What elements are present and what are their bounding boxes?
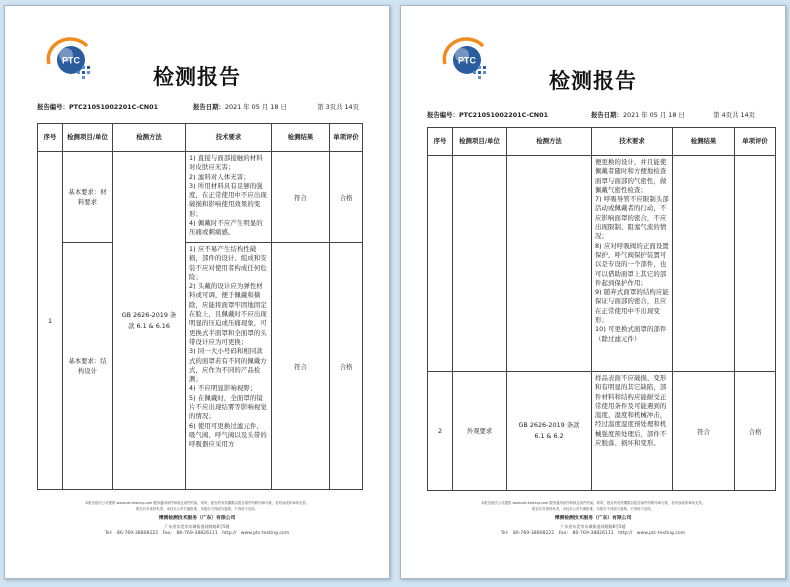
row-result	[673, 156, 735, 372]
footer-web[interactable]: http:// www.ptc-testing.com	[222, 531, 290, 536]
table-row	[428, 156, 776, 372]
footer-disclaimer-2: 报告仅对来样负责，未经本公司书面批准，本报告不得部分复制，不得用于宣传。	[531, 507, 655, 511]
footer-tel: Tel: 86-769-38808222	[500, 531, 555, 536]
row-evaluation	[735, 156, 776, 372]
row-requirement: 1) 直接与面部接触的材料对皮肤应无害； 2) 滤料对人体无害； 3) 所用材料具有足够的强度，在正常使用中不应出现破损和影响使用效果的变形； 4) 佩戴时不应产生明显的压痛或刺痛感。	[186, 152, 272, 243]
col-header-evaluation: 单项评价	[735, 128, 776, 156]
footer-tel: Tel: 86-769-38808222	[104, 531, 159, 536]
footer-fax: Fax: 86-769-38826111	[558, 531, 614, 536]
page-number: 第 4页共 14页	[713, 111, 755, 119]
table-header-row	[428, 128, 776, 156]
table-header-row	[38, 124, 363, 152]
report-footer	[5, 500, 389, 538]
test-results-table	[427, 127, 776, 491]
report-number: 报告编号：PTC21051002201C-CN01	[37, 103, 159, 111]
footer-company: 博测检测技术服务（广东）有限公司	[158, 516, 236, 521]
col-header-method: 检测方法	[507, 128, 592, 156]
report-date: 报告日期：2021 年 05 月 18 日	[193, 103, 287, 111]
report-meta	[37, 102, 359, 111]
test-results-table	[37, 123, 363, 490]
row-item: 基本要求：材料要求	[63, 152, 113, 243]
row-method	[507, 156, 592, 372]
logo-text: PTC	[62, 55, 80, 66]
row-seq	[428, 156, 453, 372]
col-header-method: 检测方法	[113, 124, 186, 152]
row-requirement: 便更换的设计，并且能使佩戴者随时和方便地检查面罩与面部的气密性，做佩戴气密性检查； 7) 呼吸导管不应限制头部活动或佩戴者的行动，不应影响面罩的密合，不应出现限制、阻塞气流的情况； 8) 应对呼吸阀的正面设置保护，呼气阀保护装置可以是专设的一个部件，也可以借助面罩上其它的部件起到保护作用； 9) 随弃式面罩的结构应能保证与面部的密合，且应在正常使用中不出现变形； 10) 可更换式面罩的部件（除过滤元件）	[592, 156, 673, 372]
report-page-3	[4, 5, 390, 579]
row-method: GB 2626-2019 条款 6.1 & 6.2	[507, 372, 592, 491]
report-title: 检测报告	[549, 69, 637, 93]
page-number: 第 3页共 14页	[317, 103, 359, 111]
row-result: 符合	[673, 372, 735, 491]
footer-disclaimer-1: 本报告批次公司提供 www.ptc-testing.com 服务通用条件和规定条件约束。同时，报告的有效期限以报告原件所附印章为准，若有涂改印章均无效。	[84, 501, 310, 505]
row-item	[453, 156, 507, 372]
report-footer	[401, 500, 785, 538]
row-item: 基本要求：结构设计	[63, 243, 113, 490]
footer-address: 广东省东莞市东城街道同路路8号5楼	[164, 524, 230, 529]
row-requirement: 1) 应不易产生结构性破损，部件的设计、组成和安装不应对使用者构成任何危险； 2) 头戴的设计应为弹性材料或可调，便于佩戴和摘除，应能将面罩牢固地固定在脸上，且佩戴时不应出现明显的压迫或压痛现象，可更换式半面罩和全面罩的头带设计应为可更换； 3) 同一大小号码和相同款式的面罩若有不同的佩戴方式，应作为不同的产品检测； 4) 不应明显影响视野； 5) 在佩戴时，全面罩的镜片不应出现结雾等影响视觉的情况； 6) 使用可更换过滤元件、吸气阀、呼气阀以及头带的呼吸器应采用方	[186, 243, 272, 490]
footer-contact	[401, 530, 785, 538]
report-meta	[427, 110, 755, 119]
row-evaluation: 合格	[330, 243, 363, 490]
footer-address: 广东省东莞市东城街道同路路8号5楼	[560, 524, 626, 529]
col-header-result: 检测结果	[272, 124, 330, 152]
row-result: 符合	[272, 152, 330, 243]
footer-contact	[5, 530, 389, 538]
row-evaluation: 合格	[735, 372, 776, 491]
table-row	[38, 152, 363, 243]
col-header-item: 检测项目/单位	[63, 124, 113, 152]
report-page-4	[400, 5, 786, 579]
table-row	[428, 372, 776, 491]
footer-disclaimer-1: 本报告批次公司提供 www.ptc-testing.com 服务通用条件和规定条件约束。同时，报告的有效期限以报告原件所附印章为准，若有涂改印章均无效。	[480, 501, 706, 505]
col-header-item: 检测项目/单位	[453, 128, 507, 156]
table-row	[38, 243, 363, 490]
row-requirement: 样品表面不应破损、变形和有明显的其它缺陷，部件材料和结构应能耐受正常使用条件及可能遇到的温度、湿度和机械冲击，经过温度湿度预处理和机械强度预处理后，部件不应脱落、损坏和变形。	[592, 372, 673, 491]
row-method: GB 2626-2019 条款 6.1 & 6.16	[113, 152, 186, 490]
col-header-seq: 序号	[428, 128, 453, 156]
row-seq: 2	[428, 372, 453, 491]
row-result: 符合	[272, 243, 330, 490]
report-date: 报告日期：2021 年 05 月 18 日	[591, 111, 685, 119]
col-header-requirement: 技术要求	[186, 124, 272, 152]
col-header-seq: 序号	[38, 124, 63, 152]
footer-disclaimer-2: 报告仅对来样负责，未经本公司书面批准，本报告不得部分复制，不得用于宣传。	[135, 507, 259, 511]
footer-web[interactable]: http:// www.ptc-testing.com	[618, 531, 686, 536]
report-number: 报告编号：PTC21051002201C-CN01	[427, 111, 549, 119]
col-header-requirement: 技术要求	[592, 128, 673, 156]
col-header-result: 检测结果	[673, 128, 735, 156]
footer-company: 博测检测技术服务（广东）有限公司	[554, 516, 632, 521]
footer-fax: Fax: 86-769-38826111	[162, 531, 218, 536]
report-title: 检测报告	[153, 65, 241, 89]
logo-text: PTC	[458, 55, 476, 66]
row-item: 外观要求	[453, 372, 507, 491]
row-evaluation: 合格	[330, 152, 363, 243]
row-seq: 1	[38, 152, 63, 490]
col-header-evaluation: 单项评价	[330, 124, 363, 152]
